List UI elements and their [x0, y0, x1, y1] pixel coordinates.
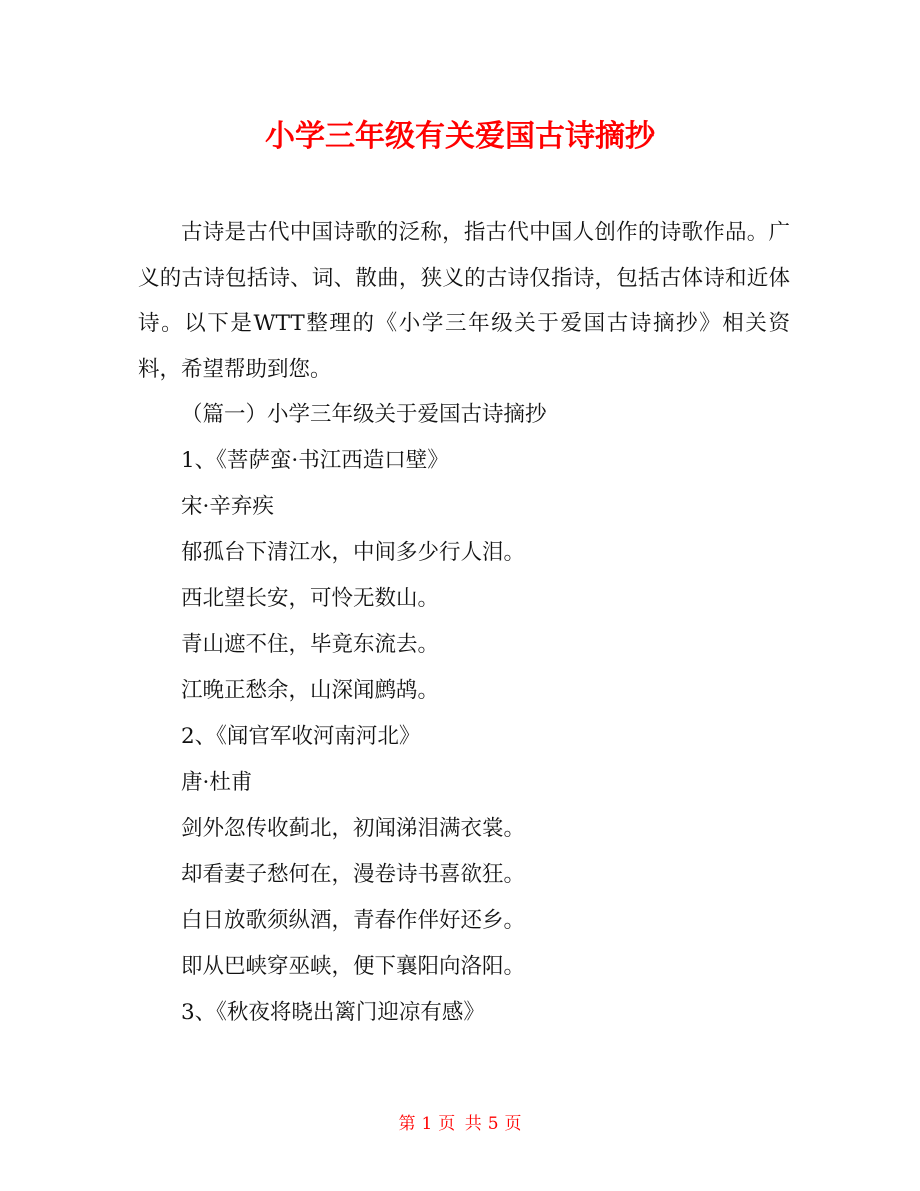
poem-line: 却看妻子愁何在，漫卷诗书喜欲狂。: [181, 862, 526, 887]
poem-line: 青山遮不住，毕竟东流去。: [181, 632, 440, 657]
poem-author: 唐·杜甫: [181, 770, 253, 795]
footer-prefix: 第: [398, 1114, 416, 1134]
footer-mid: 页 共: [438, 1114, 482, 1134]
footer-suffix: 页: [504, 1114, 522, 1134]
total-pages-number: 5: [487, 1114, 499, 1134]
current-page-number: 1: [421, 1114, 433, 1134]
poem-title: 3、《秋夜将晓出篱门迎凉有感》: [181, 1000, 485, 1025]
poem-line: 江晚正愁余，山深闻鹧鸪。: [181, 678, 440, 703]
section-heading: （篇一）小学三年级关于爱国古诗摘抄: [181, 402, 547, 427]
poem-line: 白日放歌须纵酒，青春作伴好还乡。: [181, 908, 526, 933]
poem-line: 剑外忽传收蓟北，初闻涕泪满衣裳。: [181, 816, 526, 841]
poem-title: 1、《菩萨蛮·书江西造口壁》: [181, 448, 449, 473]
poem-line: 西北望长安，可怜无数山。: [181, 586, 440, 611]
poem-author: 宋·辛弃疾: [181, 494, 274, 519]
poem-line: 郁孤台下清江水，中间多少行人泪。: [181, 540, 526, 565]
document-title: 小学三年级有关爱国古诗摘抄: [265, 119, 655, 154]
poem-title: 2、《闻官军收河南河北》: [181, 724, 421, 749]
intro-paragraph: 古诗是古代中国诗歌的泛称，指古代中国人创作的诗歌作品。广义的古诗包括诗、词、散曲，狭义的古诗仅指诗，包括古体诗和近体诗。以下是WTT整理的《小学三年级关于爱国古诗摘抄》相关资料，希望帮助到您。: [138, 220, 790, 382]
page-footer: [0, 1109, 920, 1139]
poem-line: 即从巴峡穿巫峡，便下襄阳向洛阳。: [181, 954, 526, 979]
document-body: [138, 210, 790, 1036]
